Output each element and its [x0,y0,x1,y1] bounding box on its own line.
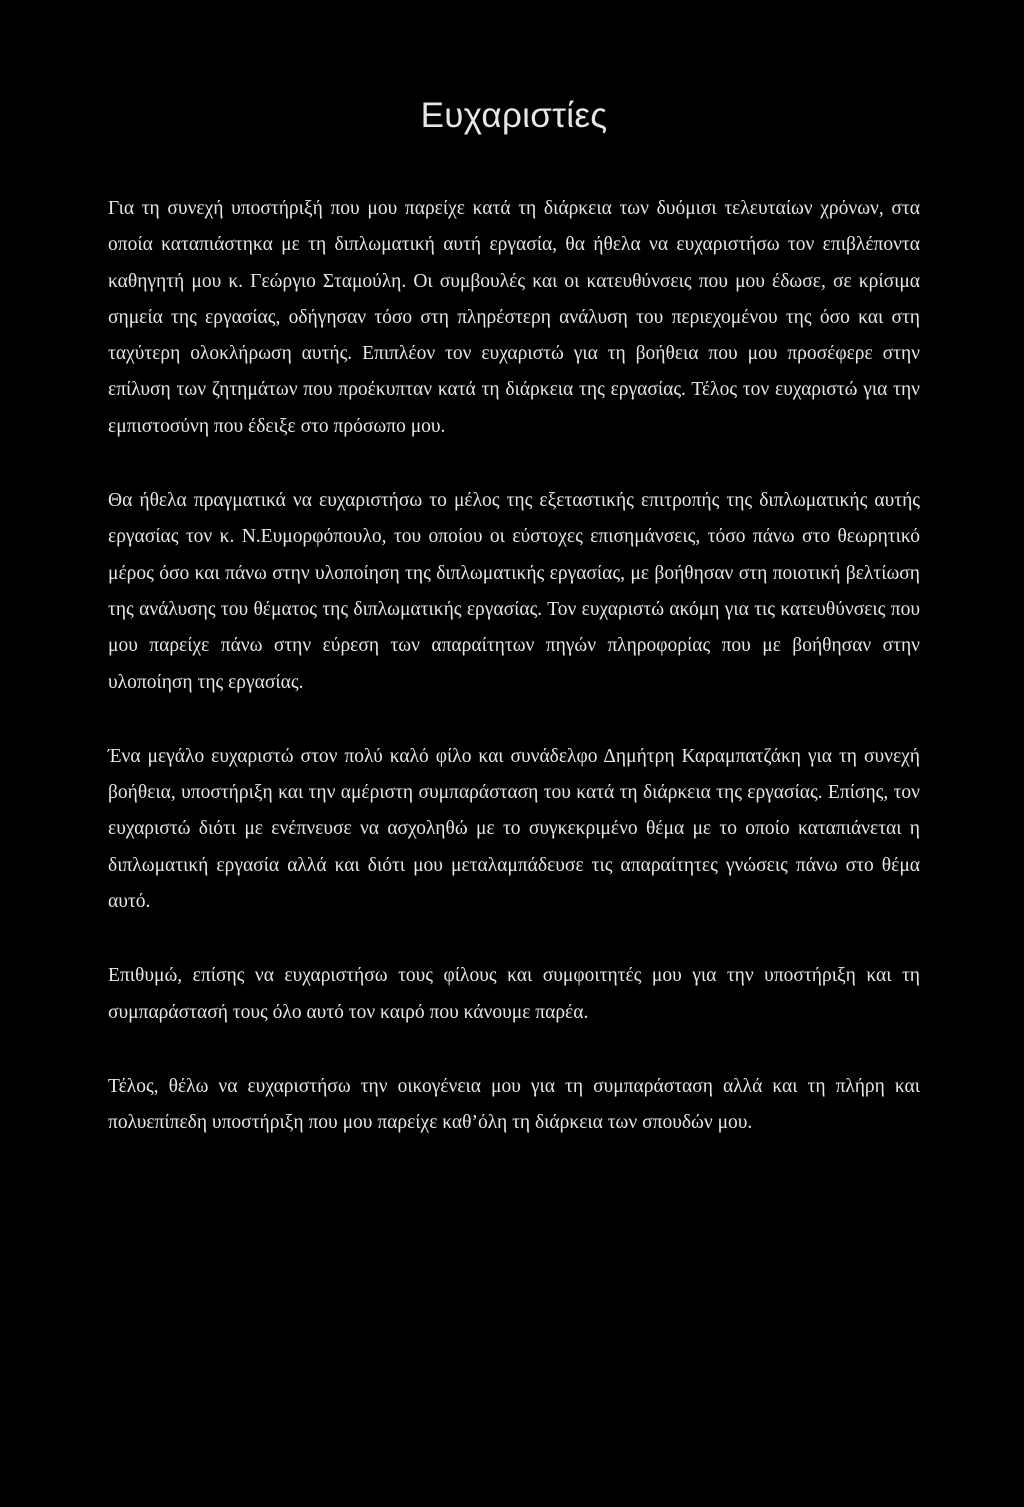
paragraph-committee-member: Θα ήθελα πραγματικά να ευχαριστήσω το μέλος της εξεταστικής επιτροπής της διπλωματικής αυτής εργασίας τον κ. Ν.Ευμορφόπουλο, του οποίου οι εύστοχες επισημάνσεις, τόσο πάνω στο θεωρητικό μέρος όσο και πάνω στην υλοποίηση της διπλωματικής εργασίας, με βοήθησαν στη ποιοτική βελτίωση της ανάλυσης του θέματος της διπλωματικής εργασίας. Τον ευχαριστώ ακόμη για τις κατευθύνσεις που μου παρείχε πάνω στην εύρεση των απαραίτητων πηγών πληροφορίας που με βοήθησαν στην υλοποίηση της εργασίας. [108,490,920,693]
paragraph-friends: Επιθυμώ, επίσης να ευχαριστήσω τους φίλους και συμφοιτητές μου για την υποστήριξη και τη συμπαράστασή τους όλο αυτό τον καιρό που κάνουμε παρέα. [108,965,920,1023]
paragraph-supervisor: Για τη συνεχή υποστήριξή που μου παρείχε κατά τη διάρκεια των δυόμισι τελευταίων χρόνων, στα οποία καταπιάστηκα με τη διπλωματική αυτή εργασία, θα ήθελα να ευχαριστήσω τον επιβλέποντα καθηγητή μου κ. Γεώργιο Σταμούλη. Οι συμβουλές και οι κατευθύνσεις που μου έδωσε, σε κρίσιμα σημεία της εργασίας, οδήγησαν τόσο στη πληρέστερη ανάλυση του περιεχομένου της όσο και στη ταχύτερη ολοκλήρωση αυτής. Επιπλέον τον ευχαριστώ για τη βοήθεια που μου προσέφερε στην επίλυση των ζητημάτων που προέκυπταν κατά τη διάρκεια της εργασίας. Τέλος τον ευχαριστώ για την εμπιστοσύνη που έδειξε στο πρόσωπο μου. [108,198,920,437]
paragraph-family: Τέλος, θέλω να ευχαριστήσω την οικογένεια μου για τη συμπαράσταση αλλά και τη πλήρη και πολυεπίπεδη υποστήριξη που μου παρείχε καθ’όλη τη διάρκεια των σπουδών μου. [108,1075,920,1134]
page [108,0,920,1142]
page-title: Ευχαριστίες [420,96,608,135]
paragraph-colleague: Ένα μεγάλο ευχαριστώ στον πολύ καλό φίλο και συνάδελφο Δημήτρη Καραμπατζάκη για τη συνεχή βοήθεια, υποστήριξη και την αμέριστη συμπαράσταση του κατά τη διάρκεια της εργασίας. Επίσης, τον ευχαριστώ διότι με ενέπνευσε να ασχοληθώ με το συγκεκριμένο θέμα με το οποίο καταπιάνεται η διπλωματική εργασία αλλά και διότι μου μεταλαμπάδευσε τις απαραίτητες γνώσεις πάνω στο θέμα αυτό. [108,745,920,913]
